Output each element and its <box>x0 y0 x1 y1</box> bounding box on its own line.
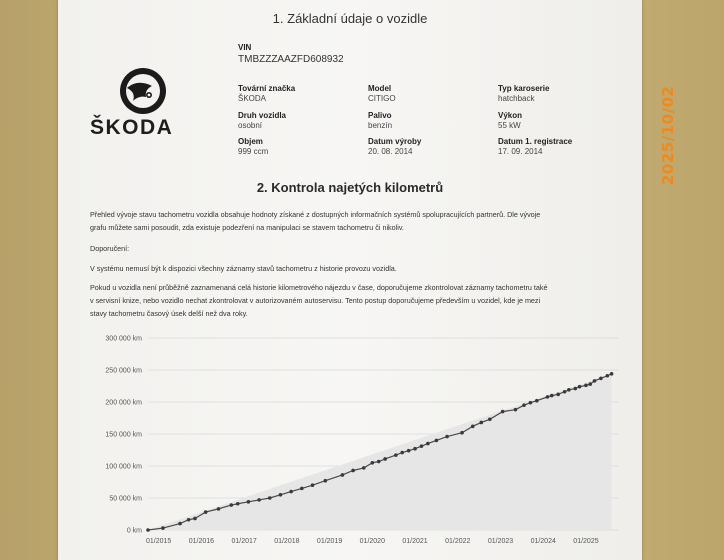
field-body-type <box>498 84 549 104</box>
mileage-point <box>407 449 411 453</box>
mileage-point <box>178 522 182 526</box>
mileage-point <box>161 526 165 530</box>
vin-value: TMBZZZAAZFD608932 <box>238 54 344 65</box>
document-page <box>58 0 642 560</box>
mileage-point <box>567 388 571 392</box>
y-tick-label: 0 km <box>126 527 142 535</box>
availability-note: V systému nemusí být k dispozici všechny záznamy stavů tachometru z historie provozu vozidla. <box>90 264 397 273</box>
mileage-point <box>377 460 381 464</box>
mileage-point <box>193 517 197 521</box>
mileage-point <box>217 507 221 511</box>
mileage-point <box>584 384 588 388</box>
mileage-point <box>311 483 315 487</box>
mileage-point <box>488 417 492 421</box>
mileage-point <box>204 510 208 514</box>
field-label: Výkon <box>498 111 523 120</box>
field-value: ŠKODA <box>238 94 267 103</box>
mileage-point <box>362 466 366 470</box>
mileage-point <box>230 503 234 507</box>
skoda-wordmark: ŠKODA <box>90 116 174 139</box>
field-value: hatchback <box>498 94 535 103</box>
field-value: 55 kW <box>498 121 521 130</box>
mileage-point <box>351 469 355 473</box>
y-tick-label: 150 000 km <box>105 431 142 439</box>
field-label: Datum výroby <box>368 137 422 146</box>
mileage-point <box>426 442 430 446</box>
field-label: Palivo <box>368 111 392 120</box>
mileage-point <box>610 372 614 376</box>
mileage-point <box>471 425 475 429</box>
check-advice-paragraph <box>90 281 630 320</box>
x-tick-label: 01/2023 <box>487 538 514 545</box>
y-tick-label: 50 000 km <box>109 495 142 503</box>
mileage-point <box>535 399 539 403</box>
field-displacement <box>238 137 268 157</box>
mileage-point <box>546 395 550 399</box>
x-tick-label: 01/2017 <box>231 538 257 545</box>
mileage-point <box>187 518 191 522</box>
field-label: Datum 1. registrace <box>498 137 573 146</box>
y-tick-label: 300 000 km <box>105 335 142 343</box>
field-manufacture-date <box>368 137 421 157</box>
text-line: grafu můžete sami posoudit, zda existuje podezření na manipulaci se stavem tachometru či nikoliv. <box>90 223 404 232</box>
skoda-logo-icon <box>118 66 168 116</box>
text-line: Přehled vývoje stavu tachometru vozidla obsahuje hodnoty získané z dostupných informačních systémů spolupracujících partnerů. Dle vývoje <box>90 210 541 219</box>
mileage-point <box>371 461 375 465</box>
mileage-point <box>529 401 533 405</box>
field-brand <box>238 84 295 104</box>
mileage-point <box>514 408 518 412</box>
mileage-point <box>588 382 592 386</box>
mileage-point <box>578 385 582 389</box>
field-value: 20. 08. 2014 <box>368 147 413 156</box>
text-line: stavy tachometru časový úsek delší než dva roky. <box>90 309 248 318</box>
mileage-point <box>435 439 439 443</box>
mileage-point <box>146 528 150 532</box>
mileage-point <box>341 473 345 477</box>
mileage-point <box>413 447 417 451</box>
field-value: benzín <box>368 121 393 130</box>
field-vehicle-kind <box>238 111 286 131</box>
intro-paragraph <box>90 208 630 234</box>
mileage-point <box>236 502 240 506</box>
x-tick-label: 01/2019 <box>316 538 343 545</box>
x-tick-label: 01/2021 <box>402 538 428 545</box>
mileage-point <box>289 490 293 494</box>
field-label: Tovární značka <box>238 84 296 93</box>
reference-area <box>148 374 612 530</box>
mileage-point <box>522 403 526 407</box>
field-fuel <box>368 111 392 131</box>
vin-label: VIN <box>238 43 252 52</box>
x-tick-label: 01/2015 <box>146 538 172 545</box>
field-label: Typ karoserie <box>498 84 550 93</box>
vin-field <box>238 43 344 67</box>
mileage-chart <box>58 330 642 560</box>
field-label: Druh vozidla <box>238 111 287 120</box>
mileage-point <box>383 457 387 461</box>
x-tick-label: 01/2018 <box>274 538 300 545</box>
y-tick-label: 250 000 km <box>105 367 142 375</box>
mileage-point <box>573 387 577 391</box>
mileage-point <box>563 390 567 394</box>
field-value: CITIGO <box>368 94 396 103</box>
mileage-point <box>501 410 505 414</box>
mileage-point <box>556 393 560 397</box>
date-stamp: 2025/10/02 <box>659 85 677 185</box>
mileage-point <box>300 487 304 491</box>
y-tick-label: 200 000 km <box>105 399 142 407</box>
mileage-point <box>400 451 404 455</box>
mileage-point <box>257 498 261 502</box>
text-line: Pokud u vozidla není průběžně zaznamenaná celá historie kilometrového nájezdu v čase, doporučujeme zkontrolovat záznamy tachometru také <box>90 283 548 292</box>
mileage-point <box>445 435 449 439</box>
recommendation-heading: Doporučení: <box>90 244 130 253</box>
field-model <box>368 84 396 104</box>
mileage-point <box>460 431 464 435</box>
mileage-point <box>593 379 597 383</box>
section-1-title: 1. Základní údaje o vozidle <box>272 11 428 26</box>
mileage-point <box>420 444 424 448</box>
field-value: 999 ccm <box>238 147 269 156</box>
y-tick-label: 100 000 km <box>105 463 142 471</box>
field-value: 17. 09. 2014 <box>498 147 543 156</box>
x-tick-label: 01/2016 <box>188 538 215 545</box>
x-tick-label: 01/2025 <box>573 538 599 545</box>
x-tick-label: 01/2022 <box>445 538 471 545</box>
text-line: v servisní knize, nebo vozidlo nechat zkontrolovat v autorizovaném autoservisu. Tento postup doporučujeme především u vozidel, kde je mezi <box>90 296 541 305</box>
mileage-point <box>479 421 483 425</box>
mileage-point <box>279 493 283 497</box>
section-2-title: 2. Kontrola najetých kilometrů <box>256 180 444 195</box>
mileage-point <box>268 496 272 500</box>
mileage-point <box>599 377 603 381</box>
mileage-point <box>324 479 328 483</box>
x-tick-label: 01/2020 <box>359 538 385 545</box>
field-label: Objem <box>238 137 263 146</box>
field-first-registration <box>498 137 572 157</box>
x-tick-label: 01/2024 <box>530 538 556 545</box>
mileage-point <box>247 500 251 504</box>
mileage-point <box>394 453 398 457</box>
field-label: Model <box>368 84 392 93</box>
mileage-point <box>550 394 554 398</box>
mileage-point <box>606 374 610 378</box>
field-power <box>498 111 522 131</box>
field-value: osobní <box>238 121 263 130</box>
